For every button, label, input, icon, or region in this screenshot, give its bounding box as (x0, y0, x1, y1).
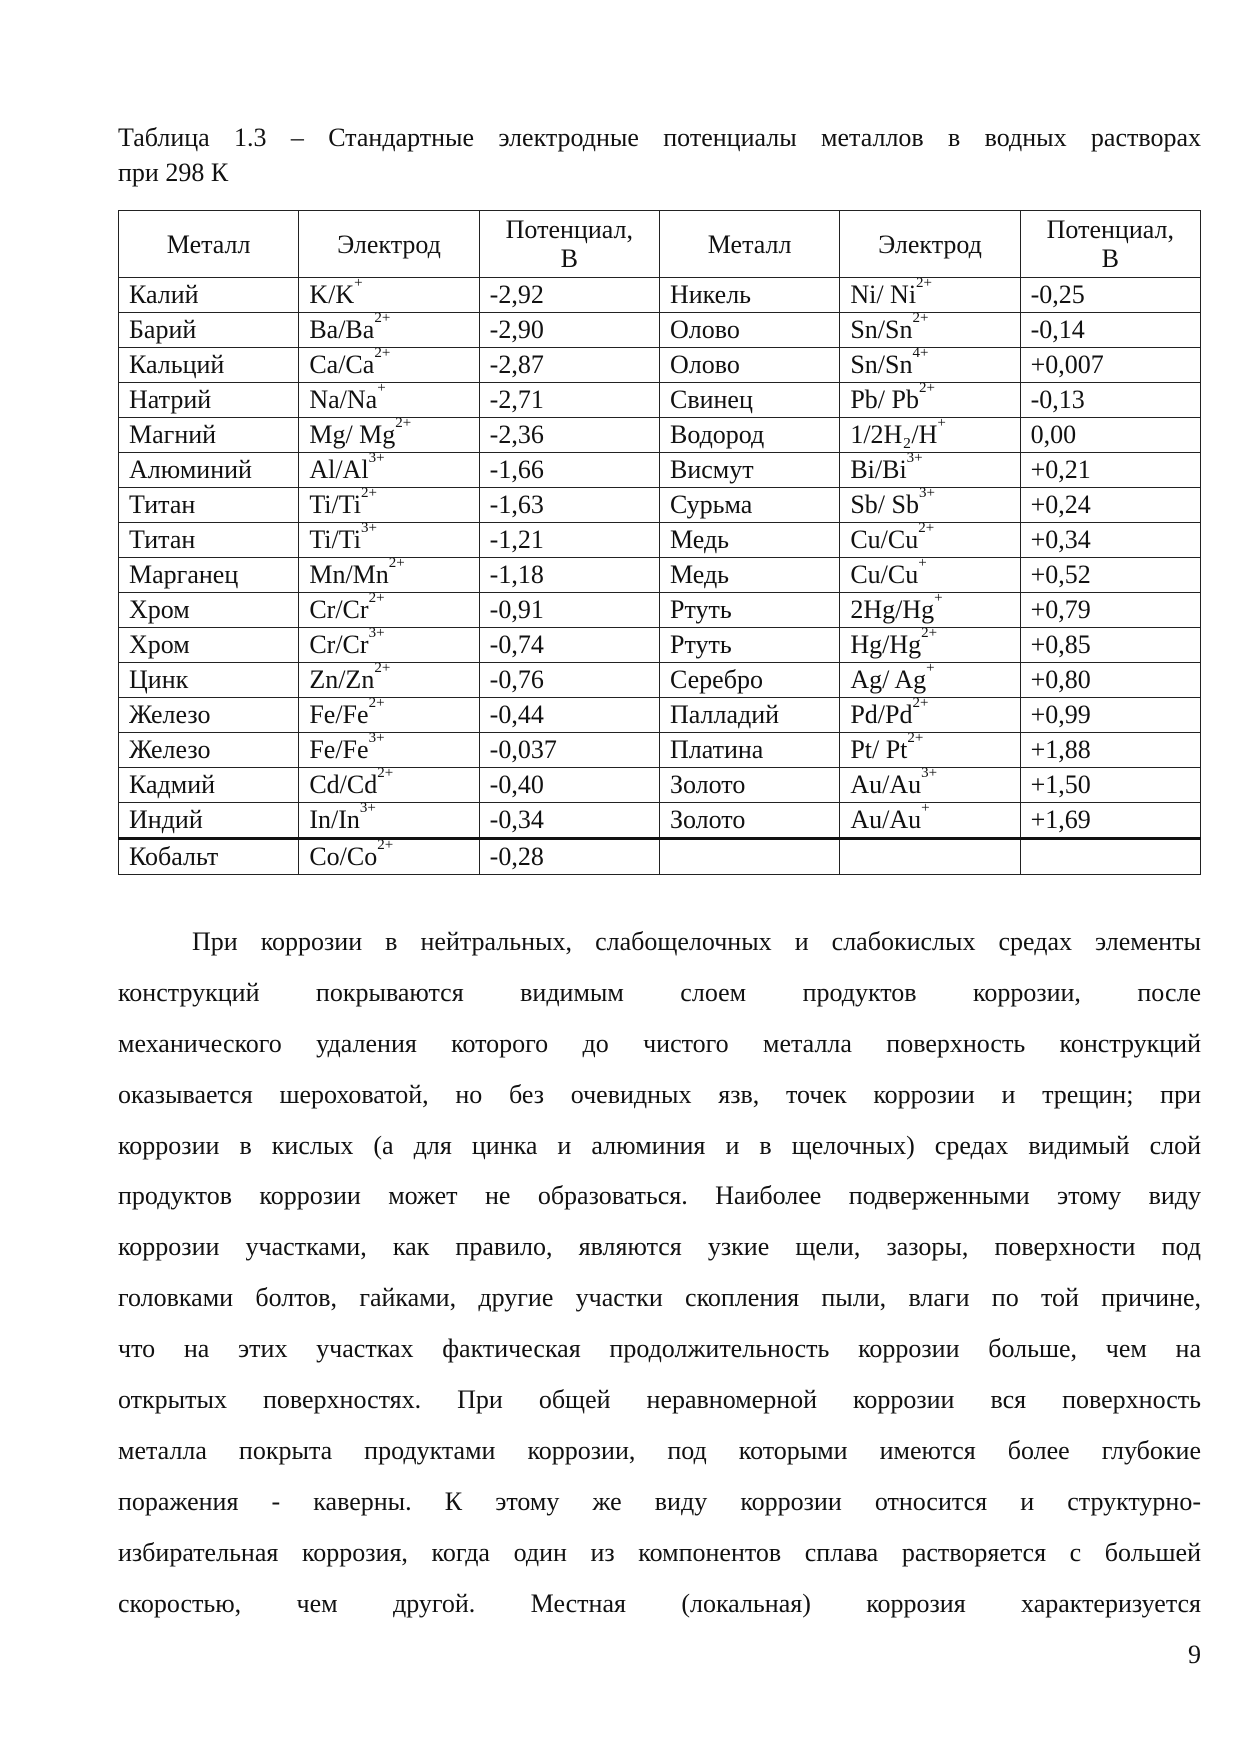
electrode-base: Fe/Fe (309, 735, 369, 764)
electrode-charge: 3+ (918, 485, 935, 501)
electrode-cell (840, 310, 1020, 348)
metal-cell: Медь (659, 558, 839, 593)
electrode-charge: 3+ (360, 520, 377, 536)
electrode-cell (299, 590, 479, 628)
metal-cell: Хром (119, 628, 299, 663)
electrode-charge: + (921, 800, 930, 816)
electrode-charge: 2+ (918, 520, 935, 536)
electrode-cell (299, 660, 479, 698)
header-metal: Металл (119, 211, 299, 278)
caption-line-1: Таблица 1.3 – Стандартные электродные потенциалы металлов в водных растворах (118, 123, 1201, 152)
paragraph-line: коррозии участками, как правило, являются узкие щели, зазоры, поверхности под (118, 1232, 1201, 1262)
potential-cell: -1,18 (479, 558, 659, 593)
header-metal-2: Металл (659, 211, 839, 278)
header-potential-label-2: Потенциал, (1046, 215, 1174, 244)
table-row (119, 628, 1201, 663)
potential-cell: +1,69 (1020, 803, 1200, 839)
metal-cell: Марганец (119, 558, 299, 593)
electrode-base: Pt/ Pt (850, 735, 908, 764)
metal-cell: Никель (659, 278, 839, 313)
metal-cell: Палладий (659, 698, 839, 733)
electrode-base: In/In (309, 805, 360, 834)
electrode-cell (299, 625, 479, 663)
header-potential-unit: В (560, 244, 578, 273)
electrode-cell (299, 485, 479, 523)
electrode-charge: + (926, 660, 935, 676)
table-row (119, 488, 1201, 523)
paragraph-line: избирательная коррозия, когда один из компонентов сплава растворяется с большей (118, 1537, 1201, 1567)
potential-cell: -2,87 (479, 348, 659, 383)
paragraph-line: При коррозии в нейтральных, слабощелочных и слабокислых средах элементы (192, 927, 1201, 956)
metal-cell: Сурьма (659, 488, 839, 523)
electrode-base: 2Hg/Hg (850, 595, 935, 624)
table-row (119, 558, 1201, 593)
paragraph-line: конструкций покрываются видимым слоем продуктов коррозии, после (118, 977, 1201, 1007)
electrode-charge: 3+ (921, 765, 938, 781)
electrode-cell (840, 345, 1020, 383)
electrode-cell (299, 839, 479, 875)
electrode-cell (299, 555, 479, 593)
electrode-cell (299, 765, 479, 803)
electrode-charge: + (377, 380, 386, 396)
potential-cell: -0,28 (479, 839, 659, 875)
electrode-base: Ni/ Ni (850, 280, 917, 309)
paragraph-line: поражения - каверны. К этому же виду коррозии относится и структурно- (118, 1486, 1201, 1516)
electrode-charge: 2+ (921, 625, 938, 641)
potential-cell: -1,63 (479, 488, 659, 523)
electrode-base: Pd/Pd (850, 700, 913, 729)
potential-cell: +0,99 (1020, 698, 1200, 733)
electrode-cell (840, 800, 1020, 839)
metal-cell (659, 839, 839, 875)
electrode-cell (840, 590, 1020, 628)
header-electrode-2: Электрод (840, 211, 1020, 278)
electrode-base: Sn/Sn (850, 315, 913, 344)
potential-cell: -0,76 (479, 663, 659, 698)
metal-cell: Свинец (659, 383, 839, 418)
electrode-charge: 2+ (912, 695, 929, 711)
metal-cell: Барий (119, 313, 299, 348)
electrode-base: Au/Au (850, 770, 922, 799)
electrode-charge: 2+ (395, 415, 412, 431)
metal-cell: Титан (119, 488, 299, 523)
electrode-charge: 2+ (918, 380, 935, 396)
electrode-base: Ti/Ti (309, 490, 361, 519)
electrode-base: Mn/Mn (309, 560, 389, 589)
potential-cell: -0,74 (479, 628, 659, 663)
metal-cell: Калий (119, 278, 299, 313)
electrode-charge: + (937, 415, 946, 431)
metal-cell: Хром (119, 593, 299, 628)
electrode-cell (840, 520, 1020, 558)
electrode-base: Sb/ Sb (850, 490, 919, 519)
potential-cell: -2,71 (479, 383, 659, 418)
metal-cell: Магний (119, 418, 299, 453)
potential-cell: -0,44 (479, 698, 659, 733)
table-caption (118, 120, 1201, 190)
metal-cell: Алюминий (119, 453, 299, 488)
metal-cell: Олово (659, 313, 839, 348)
electrode-base: Au/Au (850, 805, 922, 834)
table-row (119, 523, 1201, 558)
electrode-charge: 2+ (907, 730, 924, 746)
metal-cell: Золото (659, 768, 839, 803)
electrode-charge: 3+ (368, 450, 385, 466)
potential-cell: -0,34 (479, 803, 659, 839)
metal-cell: Железо (119, 733, 299, 768)
electrode-cell (840, 839, 1020, 875)
electrode-charge: 4+ (912, 345, 929, 361)
paragraph-line: скоростью, чем другой. Местная (локальная) коррозия характеризуется (118, 1588, 1201, 1618)
electrode-base: Hg/Hg (850, 630, 922, 659)
metal-cell: Водород (659, 418, 839, 453)
potential-cell: 0,00 (1020, 418, 1200, 453)
potential-cell: +1,50 (1020, 768, 1200, 803)
electrode-base: Ba/Ba (309, 315, 375, 344)
electrode-cell (840, 450, 1020, 488)
header-potential (479, 211, 659, 278)
electrode-charge: 2+ (377, 765, 394, 781)
electrode-cell (299, 520, 479, 558)
electrode-cell (299, 695, 479, 733)
table-row (119, 313, 1201, 348)
potential-cell: +0,79 (1020, 593, 1200, 628)
potential-cell: -0,13 (1020, 383, 1200, 418)
electrode-base: Co/Co (309, 842, 378, 871)
electrode-charge: + (918, 555, 927, 571)
table-row (119, 663, 1201, 698)
metal-cell: Олово (659, 348, 839, 383)
electrode-base: Bi/Bi (850, 455, 907, 484)
electrode-base: Na/Na (309, 385, 378, 414)
potential-cell: -1,21 (479, 523, 659, 558)
potential-cell: -2,92 (479, 278, 659, 313)
electrode-charge: 3+ (368, 625, 385, 641)
potential-cell: +0,21 (1020, 453, 1200, 488)
potential-cell: -0,91 (479, 593, 659, 628)
electrode-cell (299, 345, 479, 383)
metal-cell: Золото (659, 803, 839, 839)
metal-cell: Ртуть (659, 628, 839, 663)
electrode-charge: 2+ (374, 660, 391, 676)
header-potential-label: Потенциал, (505, 215, 633, 244)
table-header-row (119, 211, 1201, 278)
table-row (119, 698, 1201, 733)
body-paragraph (118, 917, 1201, 1629)
caption-line-2: при 298 К (118, 158, 229, 187)
paragraph-line: открытых поверхностях. При общей неравномерной коррозии вся поверхность (118, 1385, 1201, 1415)
electrode-cell (299, 800, 479, 839)
table-row (119, 593, 1201, 628)
electrode-base: Pb/ Pb (850, 385, 919, 414)
header-potential-unit-2: В (1101, 244, 1119, 273)
metal-cell: Медь (659, 523, 839, 558)
potential-cell: +0,52 (1020, 558, 1200, 593)
electrode-potentials-table (118, 210, 1201, 875)
table-row (119, 278, 1201, 313)
electrode-cell (840, 485, 1020, 523)
electrode-base: Fe/Fe (309, 700, 369, 729)
potential-cell: -0,40 (479, 768, 659, 803)
potential-cell: +0,007 (1020, 348, 1200, 383)
potential-cell: -2,36 (479, 418, 659, 453)
electrode-charge: 2+ (374, 310, 391, 326)
table-row (119, 383, 1201, 418)
potential-cell (1020, 839, 1200, 875)
electrode-charge: 2+ (368, 590, 385, 606)
paragraph-line: головками болтов, гайками, другие участки скопления пыли, влаги по той причине, (118, 1283, 1201, 1313)
table-row (119, 348, 1201, 383)
electrode-base: K/K (309, 280, 355, 309)
potential-cell: -0,14 (1020, 313, 1200, 348)
electrode-cell (299, 415, 479, 453)
potential-cell: +0,24 (1020, 488, 1200, 523)
potential-cell: +1,88 (1020, 733, 1200, 768)
electrode-base: Cr/Cr (309, 630, 369, 659)
potential-cell: +0,80 (1020, 663, 1200, 698)
electrode-cell (299, 380, 479, 418)
metal-cell: Железо (119, 698, 299, 733)
electrode-cell (299, 730, 479, 768)
electrode-cell (840, 415, 1020, 453)
paragraph-line: оказывается шероховатой, но без очевидных язв, точек коррозии и трещин; при (118, 1079, 1201, 1109)
electrode-cell (299, 310, 479, 348)
electrode-charge: + (354, 275, 363, 291)
metal-cell: Платина (659, 733, 839, 768)
potential-cell: -2,90 (479, 313, 659, 348)
electrode-base: Ca/Ca (309, 350, 375, 379)
electrode-cell (840, 275, 1020, 313)
electrode-charge: 3+ (906, 450, 923, 466)
paragraph-line: продуктов коррозии может не образоваться. Наиболее подверженными этому виду (118, 1181, 1201, 1211)
electrode-charge: 2+ (360, 485, 377, 501)
electrode-cell (840, 380, 1020, 418)
metal-cell: Висмут (659, 453, 839, 488)
metal-cell: Кобальт (119, 839, 299, 875)
electrode-charge: 2+ (912, 310, 929, 326)
electrode-charge: 2+ (374, 345, 391, 361)
metal-cell: Ртуть (659, 593, 839, 628)
electrode-charge: 2+ (388, 555, 405, 571)
electrode-charge: 2+ (368, 695, 385, 711)
electrode-base: Ag/ Ag (850, 665, 927, 694)
electrode-cell (840, 660, 1020, 698)
paragraph-line: механического удаления которого до чистого металла поверхность конструкций (118, 1028, 1201, 1058)
metal-cell: Цинк (119, 663, 299, 698)
metal-cell: Титан (119, 523, 299, 558)
table-row (119, 453, 1201, 488)
electrode-charge: 2+ (377, 837, 394, 853)
header-electrode: Электрод (299, 211, 479, 278)
electrode-base: Cu/Cu (850, 560, 919, 589)
metal-cell: Индий (119, 803, 299, 839)
header-potential-2 (1020, 211, 1200, 278)
paragraph-line: что на этих участках фактическая продолжительность коррозии больше, чем на (118, 1334, 1201, 1364)
table-row (119, 733, 1201, 768)
electrode-base: 1/2H₂/H (850, 420, 938, 449)
electrode-cell (840, 730, 1020, 768)
table-row (119, 418, 1201, 453)
electrode-charge: + (934, 590, 943, 606)
electrode-base: Cd/Cd (309, 770, 378, 799)
metal-cell: Натрий (119, 383, 299, 418)
paragraph-line: коррозии в кислых (а для цинка и алюминия и в щелочных) средах видимый слой (118, 1130, 1201, 1160)
electrode-charge: 2+ (916, 275, 933, 291)
electrode-base: Sn/Sn (850, 350, 913, 379)
electrode-cell (299, 275, 479, 313)
potential-cell: -0,25 (1020, 278, 1200, 313)
electrode-cell (299, 450, 479, 488)
electrode-base: Zn/Zn (309, 665, 375, 694)
electrode-cell (840, 765, 1020, 803)
potential-cell: +0,34 (1020, 523, 1200, 558)
table-row (119, 839, 1201, 875)
electrode-cell (840, 695, 1020, 733)
page-number: 9 (1188, 1640, 1201, 1669)
metal-cell: Кадмий (119, 768, 299, 803)
electrode-base: Cu/Cu (850, 525, 919, 554)
electrode-base: Ti/Ti (309, 525, 361, 554)
potential-cell: -1,66 (479, 453, 659, 488)
electrode-base: Cr/Cr (309, 595, 369, 624)
table-row (119, 768, 1201, 803)
electrode-base: Al/Al (309, 455, 369, 484)
metal-cell: Серебро (659, 663, 839, 698)
table-row (119, 803, 1201, 839)
electrode-cell (840, 555, 1020, 593)
electrode-base: Mg/ Mg (309, 420, 396, 449)
electrode-charge: 3+ (368, 730, 385, 746)
electrode-charge: 3+ (359, 800, 376, 816)
paragraph-line: металла покрыта продуктами коррозии, под которыми имеются более глубокие (118, 1435, 1201, 1465)
electrode-cell (840, 625, 1020, 663)
metal-cell: Кальций (119, 348, 299, 383)
potential-cell: -0,037 (479, 733, 659, 768)
potential-cell: +0,85 (1020, 628, 1200, 663)
